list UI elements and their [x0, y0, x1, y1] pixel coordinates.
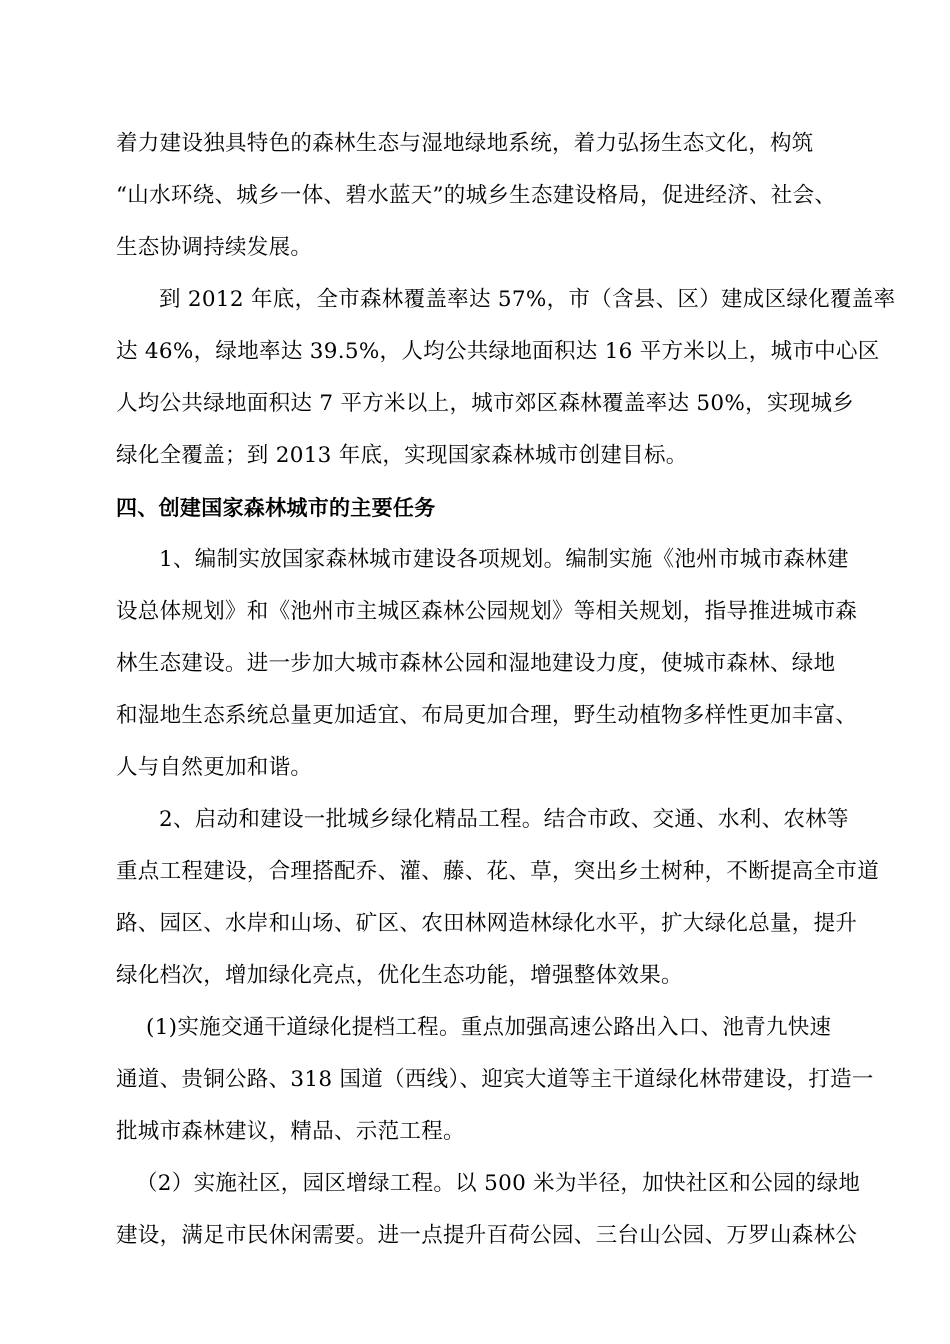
paragraph-1-line-3: 生态协调持续发展。	[116, 235, 313, 260]
paragraph-6-line-2: 建设，满足市民休闲需要。进一点提升百荷公园、三台山公园、万罗山森林公	[116, 1223, 858, 1248]
paragraph-3-line-1: 1、编制实放国家森林城市建设各项规划。编制实施《池州市城市森林建	[159, 547, 849, 572]
paragraph-6-line-1: （2）实施社区，园区增绿工程。以 500 米为半径，加快社区和公园的绿地	[136, 1171, 861, 1196]
paragraph-5-line-1: (1)实施交通干道绿化提档工程。重点加强高速公路出入口、池青九快速	[146, 1015, 832, 1040]
paragraph-2-line-1: 到 2012 年底，全市森林覆盖率达 57%，市（含县、区）建成区绿化覆盖率	[159, 287, 896, 312]
paragraph-3-line-3: 林生态建设。进一步加大城市森林公园和湿地建设力度，使城市森林、绿地	[116, 651, 836, 676]
paragraph-2-line-3: 人均公共绿地面积达 7 平方米以上，城市郊区森林覆盖率达 50%，实现城乡	[116, 391, 855, 416]
paragraph-1-line-2: “山水环绕、城乡一体、碧水蓝天”的城乡生态建设格局，促进经济、社会、	[116, 183, 837, 208]
paragraph-5-line-3: 批城市森林建议，精品、示范工程。	[116, 1119, 465, 1144]
paragraph-3-line-4: 和湿地生态系统总量更加适宜、布局更加合理，野生动植物多样性更加丰富、	[116, 703, 858, 728]
paragraph-3-line-2: 设总体规划》和《池州市主城区森林公园规划》等相关规划，指导推进城市森	[116, 599, 858, 624]
paragraph-4-line-2: 重点工程建设，合理搭配乔、灌、藤、花、草，突出乡土树种，不断提高全市道	[116, 859, 880, 884]
paragraph-2-line-4: 绿化全覆盖；到 2013 年底，实现国家森林城市创建目标。	[116, 443, 688, 468]
paragraph-4-line-1: 2、启动和建设一批城乡绿化精品工程。结合市政、交通、水利、农林等	[159, 807, 849, 832]
paragraph-1-line-1: 着力建设独具特色的森林生态与湿地绿地系统，着力弘扬生态文化，构筑	[116, 131, 814, 156]
paragraph-3-line-5: 人与自然更加和谐。	[116, 755, 313, 780]
section-heading: 四、创建国家森林城市的主要任务	[116, 496, 436, 520]
document-page	[116, 118, 896, 1262]
paragraph-4-line-3: 路、园区、水岸和山场、矿区、农田林网造林绿化水平，扩大绿化总量，提升	[116, 911, 858, 936]
paragraph-2-line-2: 达 46%，绿地率达 39.5%，人均公共绿地面积达 16 平方米以上，城市中心区	[116, 339, 880, 364]
paragraph-4-line-4: 绿化档次，增加绿化亮点，优化生态功能，增强整体效果。	[116, 963, 683, 988]
paragraph-5-line-2: 通道、贵铜公路、318 国道（西线）、迎宾大道等主干道绿化林带建设，打造一	[116, 1067, 874, 1092]
